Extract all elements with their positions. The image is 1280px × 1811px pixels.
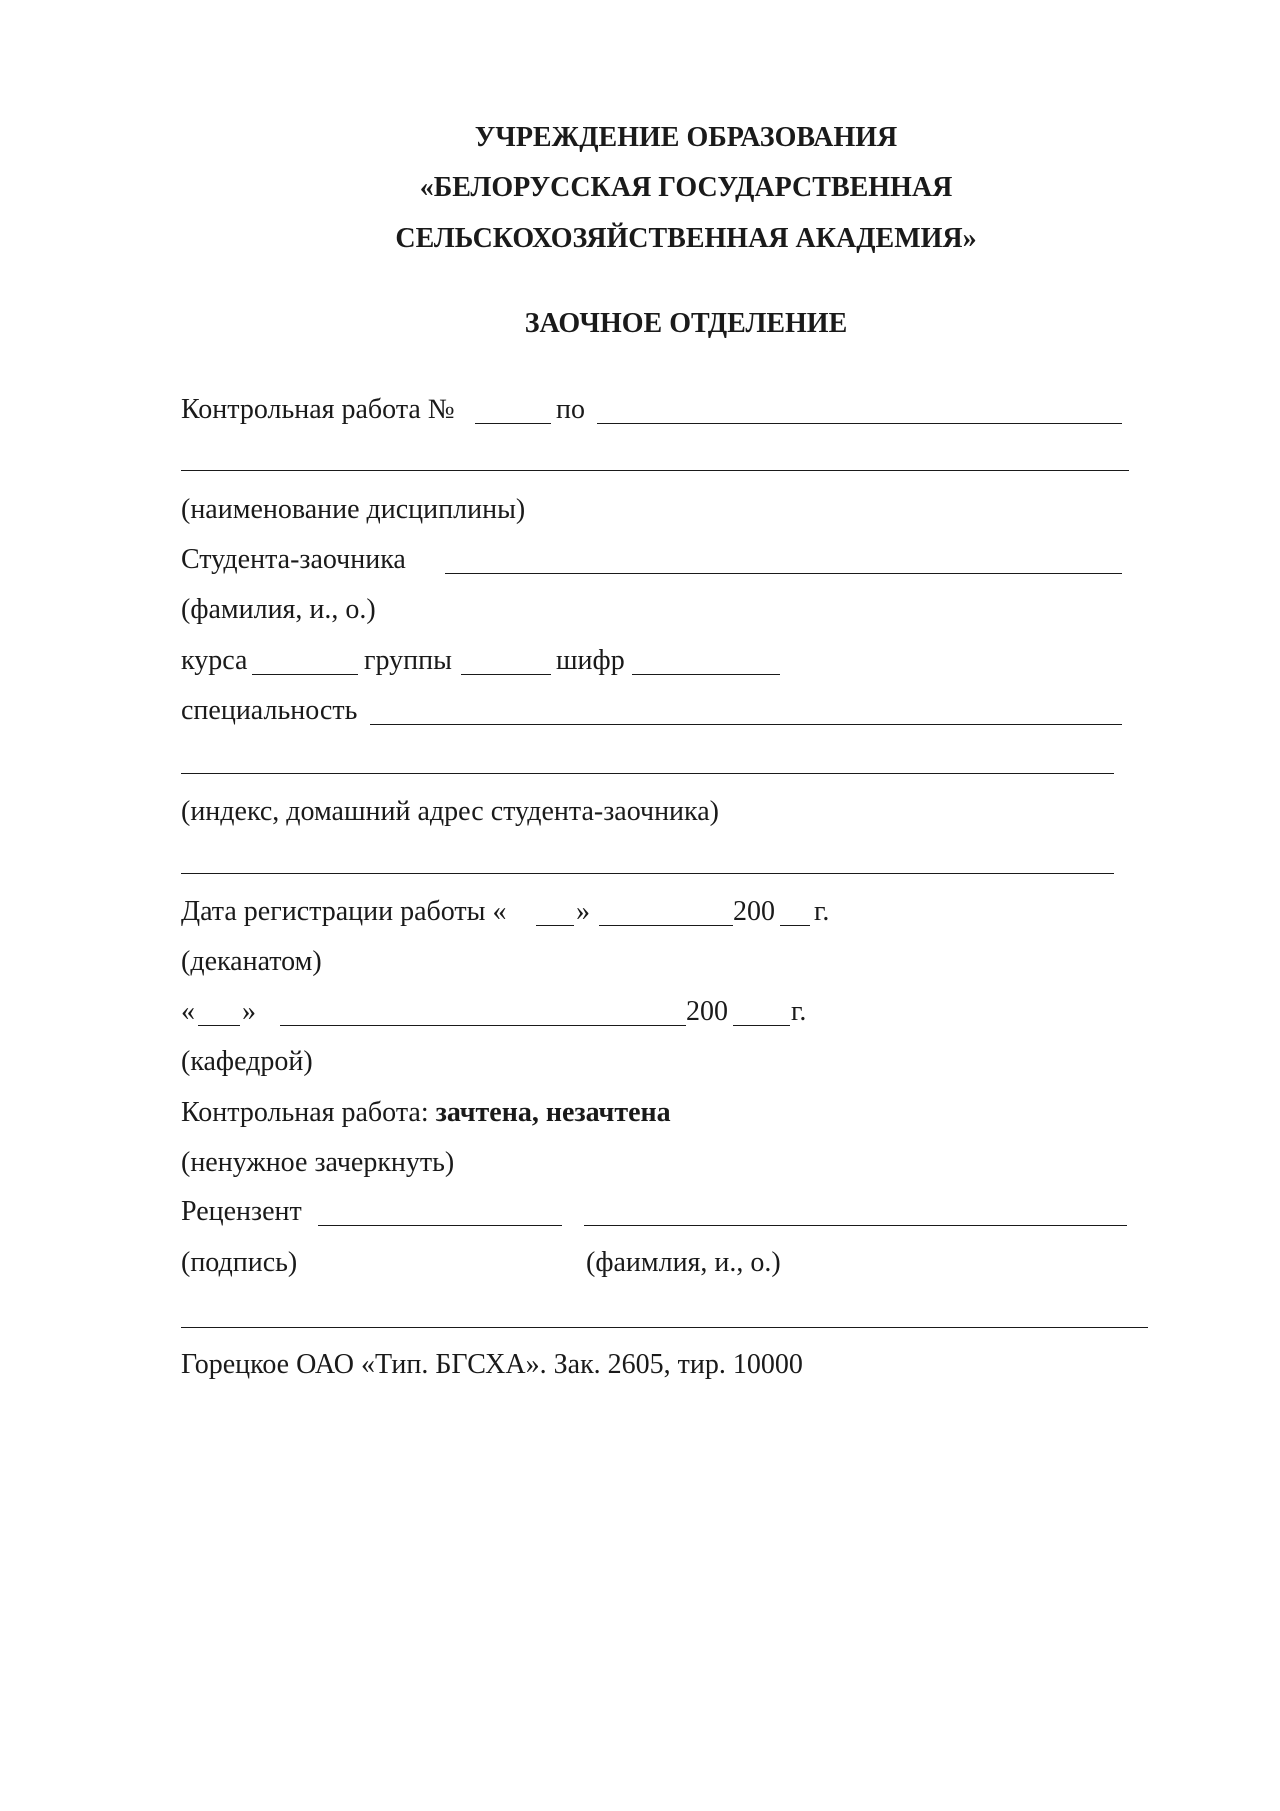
discipline-blank-2 bbox=[181, 470, 1129, 471]
chair-month-blank bbox=[280, 1025, 686, 1026]
institution-line-2: «БЕЛОРУССКАЯ ГОСУДАРСТВЕННАЯ bbox=[419, 172, 953, 203]
group-blank bbox=[461, 674, 551, 675]
chair-year-suffix: г. bbox=[791, 996, 807, 1027]
cipher-blank bbox=[632, 674, 780, 675]
reg-year-blank bbox=[780, 925, 810, 926]
chair-note: (кафедрой) bbox=[181, 1046, 313, 1077]
reviewer-name-blank bbox=[584, 1225, 1127, 1226]
specialty-blank-2 bbox=[181, 773, 1114, 774]
department-title: ЗАОЧНОЕ ОТДЕЛЕНИЕ bbox=[524, 308, 848, 339]
specialty-label: специальность bbox=[181, 695, 358, 726]
reg-day-blank bbox=[536, 925, 574, 926]
address-note: (индекс, домашний адрес студента-заочника) bbox=[181, 796, 719, 827]
control-work-po: по bbox=[556, 394, 585, 425]
student-note: (фамилия, и., о.) bbox=[181, 594, 376, 625]
reviewer-signature-blank bbox=[318, 1225, 562, 1226]
quote-open: « bbox=[181, 996, 195, 1027]
cipher-label: шифр bbox=[556, 645, 625, 676]
group-label: группы bbox=[364, 645, 452, 676]
student-name-blank bbox=[445, 573, 1122, 574]
course-label: курса bbox=[181, 645, 248, 676]
course-blank bbox=[252, 674, 358, 675]
footer-divider bbox=[181, 1327, 1148, 1328]
specialty-blank-1 bbox=[370, 724, 1122, 725]
institution-line-3: СЕЛЬСКОХОЗЯЙСТВЕННАЯ АКАДЕМИЯ» bbox=[395, 223, 977, 254]
reg-year-prefix: 200 bbox=[733, 896, 775, 927]
quote-close: » bbox=[242, 996, 256, 1027]
chair-year-prefix: 200 bbox=[686, 996, 728, 1027]
signature-note: (подпись) bbox=[181, 1247, 298, 1278]
result-row bbox=[181, 1096, 671, 1130]
control-work-label: Контрольная работа № bbox=[181, 394, 455, 425]
address-blank bbox=[181, 873, 1114, 874]
footer-imprint: Горецкое ОАО «Тип. БГСХА». Зак. 2605, тир. 10000 bbox=[181, 1349, 803, 1380]
discipline-blank-1 bbox=[597, 423, 1122, 424]
chair-day-blank bbox=[198, 1025, 240, 1026]
student-label: Студента-заочника bbox=[181, 544, 406, 575]
reg-year-suffix: г. bbox=[814, 896, 830, 927]
reg-month-blank bbox=[599, 925, 733, 926]
work-number-blank bbox=[475, 423, 551, 424]
institution-line-1: УЧРЕЖДЕНИЕ ОБРАЗОВАНИЯ bbox=[474, 122, 898, 153]
strike-note: (ненужное зачеркнуть) bbox=[181, 1147, 455, 1178]
discipline-note: (наименование дисциплины) bbox=[181, 494, 526, 525]
dean-note: (деканатом) bbox=[181, 946, 322, 977]
reg-date-close: » bbox=[576, 896, 590, 927]
result-value: зачтена, незачтена bbox=[435, 1097, 671, 1128]
reg-date-label: Дата регистрации работы « bbox=[181, 896, 507, 927]
reviewer-label: Рецензент bbox=[181, 1196, 302, 1227]
chair-year-blank bbox=[733, 1025, 790, 1026]
name-note: (фаимлия, и., о.) bbox=[586, 1247, 781, 1278]
result-label: Контрольная работа: bbox=[181, 1097, 429, 1128]
